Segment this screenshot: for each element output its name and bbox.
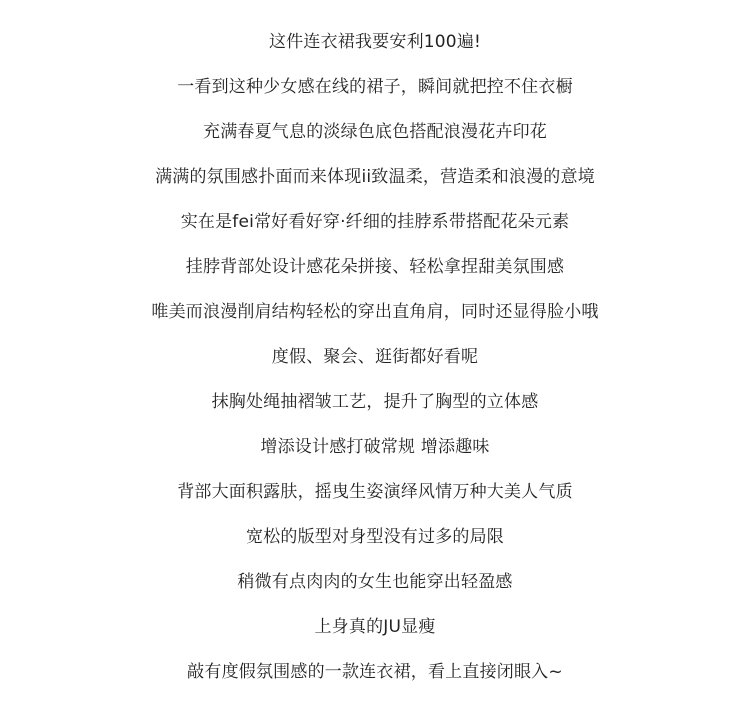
description-line: 度假、聚会、逛街都好看呢 — [271, 347, 479, 367]
description-line: 背部大面积露肤，摇曳生姿演绎风情万种大美人气质 — [177, 482, 573, 502]
description-line: 上身真的JU显瘦 — [314, 617, 436, 637]
description-line: 敲有度假氛围感的一款连衣裙，看上直接闭眼入~ — [187, 662, 563, 682]
description-line: 这件连衣裙我要安利100遍! — [268, 32, 482, 52]
description-text-block — [0, 29, 750, 704]
description-line: 唯美而浪漫削肩结构轻松的穿出直角肩，同时还显得脸小哦 — [151, 302, 599, 322]
description-line: 挂脖背部处设计感花朵拼接、轻松拿捏甜美氛围感 — [185, 257, 565, 277]
description-line: 一看到这种少女感在线的裙子，瞬间就把控不住衣橱 — [177, 77, 573, 97]
description-line: 宽松的版型对身型没有过多的局限 — [246, 527, 504, 547]
description-line: 满满的氛围感扑面而来体现ii致温柔，营造柔和浪漫的意境 — [155, 167, 595, 187]
description-line: 增添设计感打破常规 增添趣味 — [260, 437, 490, 457]
description-line: 抹胸处绳抽褶皱工艺，提升了胸型的立体感 — [211, 392, 539, 412]
description-line: 实在是fei常好看好穿·纤细的挂脖系带搭配花朵元素 — [180, 212, 570, 232]
description-line: 稍微有点肉肉的女生也能穿出轻盈感 — [237, 572, 513, 592]
description-line: 充满春夏气息的淡绿色底色搭配浪漫花卉印花 — [203, 122, 547, 142]
